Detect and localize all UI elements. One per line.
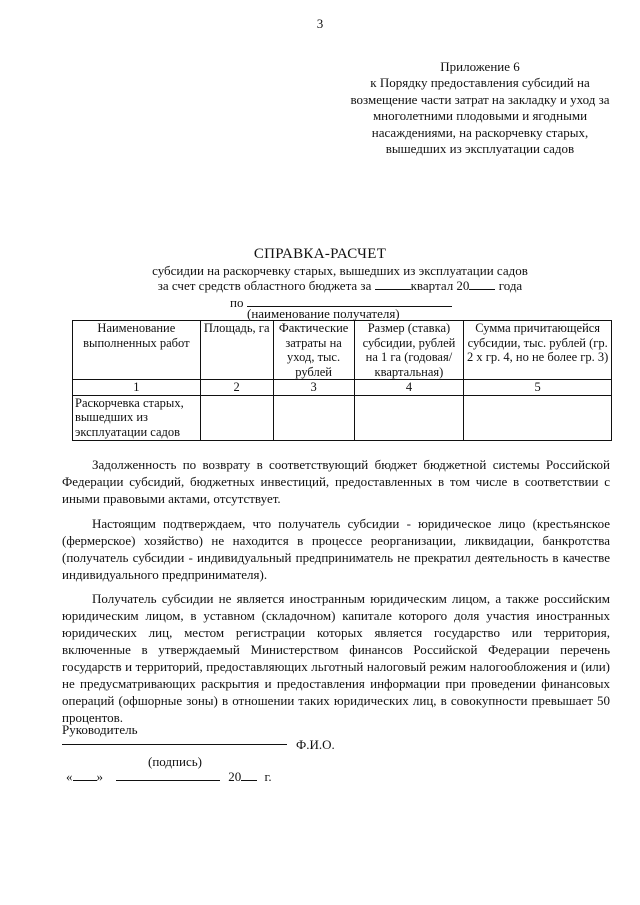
paragraph-text: Задолженность по возврату в соответствующий бюджет бюджетной системы Российской Федерации субсидий, бюджетных инвестиций, предоставленных в том числе в соответствии с иными правовыми актами, отсутствует. <box>62 457 610 506</box>
column-header: Фактические затраты на уход, тыс. рублей <box>273 321 354 380</box>
column-header: Размер (ставка) субсидии, рублей на 1 га (годовая/ квартальная) <box>354 321 464 380</box>
column-header: Площадь, га <box>200 321 273 380</box>
form-title: СПРАВКА-РАСЧЕТ <box>253 246 387 262</box>
quote-open: « <box>66 769 73 784</box>
page-number: 3 <box>316 16 324 31</box>
table-cell <box>464 395 612 440</box>
appendix-line: возмещение части затрат на закладку и уход за <box>350 91 610 107</box>
form-budget-line <box>0 278 640 294</box>
paragraph-text: Получатель субсидии не является иностранным юридическим лицом, а также российским юридическим лицом, в уставном (складочном) капитале которого доля участия иностранных юридических лиц, местом регистрации которых является государство или территория, включенные в утверждаемый Министерством финансов Российской Федерации перечень государств и территорий, предоставляющих льготный налоговый режим налогообложения и (или) не предусматривающих раскрытия и предоставления информации при проведении финансовых операций (офшорные зоны) в отношении таких юридических лиц, в совокупности превышает 50 процентов. <box>62 591 610 725</box>
table-cell <box>200 395 273 440</box>
quarter-label: квартал 20 <box>410 278 470 293</box>
column-header: Наименование выполненных работ <box>73 321 201 380</box>
year-suffix: г. <box>264 769 272 784</box>
table-header-row <box>73 321 612 380</box>
year-blank <box>241 768 257 781</box>
appendix-line: вышедших из эксплуатации садов <box>385 141 575 157</box>
signature-line <box>62 744 287 745</box>
column-number: 2 <box>200 380 273 396</box>
table-cell: Раскорчевка старых, вышедших из эксплуатации садов <box>73 395 201 440</box>
year-label: года <box>498 278 523 293</box>
appendix-line: к Порядку предоставления субсидий на <box>370 75 590 91</box>
recipient-caption: (наименование получателя) <box>247 306 400 321</box>
column-number: 1 <box>73 380 201 396</box>
column-header: Сумма причитающейся субсидии, тыс. рублей (гр. 2 х гр. 4, но не более гр. 3) <box>464 321 612 380</box>
table-cell <box>354 395 464 440</box>
form-subtitle: субсидии на раскорчевку старых, вышедших из эксплуатации садов <box>152 263 528 278</box>
budget-line-text: за счет средств областного бюджета за <box>157 278 372 293</box>
foreign-entity-paragraph <box>62 590 610 726</box>
fio-label: Ф.И.О. <box>296 737 335 752</box>
debt-paragraph <box>62 456 610 507</box>
quote-close: » <box>96 769 103 784</box>
table-row <box>73 395 612 440</box>
head-label: Руководитель <box>62 722 138 737</box>
signature-caption: (подпись) <box>148 754 202 769</box>
column-number: 4 <box>354 380 464 396</box>
column-number: 3 <box>273 380 354 396</box>
table-cell <box>273 395 354 440</box>
appendix-line: многолетними плодовыми и ягодными <box>372 108 588 124</box>
calculation-table <box>72 320 612 441</box>
po-label: по <box>230 295 244 310</box>
column-number: 5 <box>464 380 612 396</box>
quarter-blank <box>375 278 411 290</box>
confirmation-paragraph <box>62 515 610 583</box>
year-blank <box>469 278 495 290</box>
appendix-header <box>330 59 630 157</box>
year-prefix: 20 <box>228 769 242 784</box>
day-blank <box>73 768 97 781</box>
appendix-title: Приложение 6 <box>440 59 520 74</box>
month-blank <box>116 768 220 781</box>
date-line <box>66 768 272 785</box>
paragraph-text: Настоящим подтверждаем, что получатель субсидии - юридическое лицо (крестьянское (фермерское) хозяйство) не находится в процессе реорганизации, ликвидации, банкротства (получатель субсидии - индивидуальный предприниматель не прекратил деятельность в качестве индивидуального предпринимателя). <box>62 516 610 582</box>
column-number-row <box>73 380 612 396</box>
appendix-line: насаждениями, на раскорчевку старых, <box>371 124 589 140</box>
